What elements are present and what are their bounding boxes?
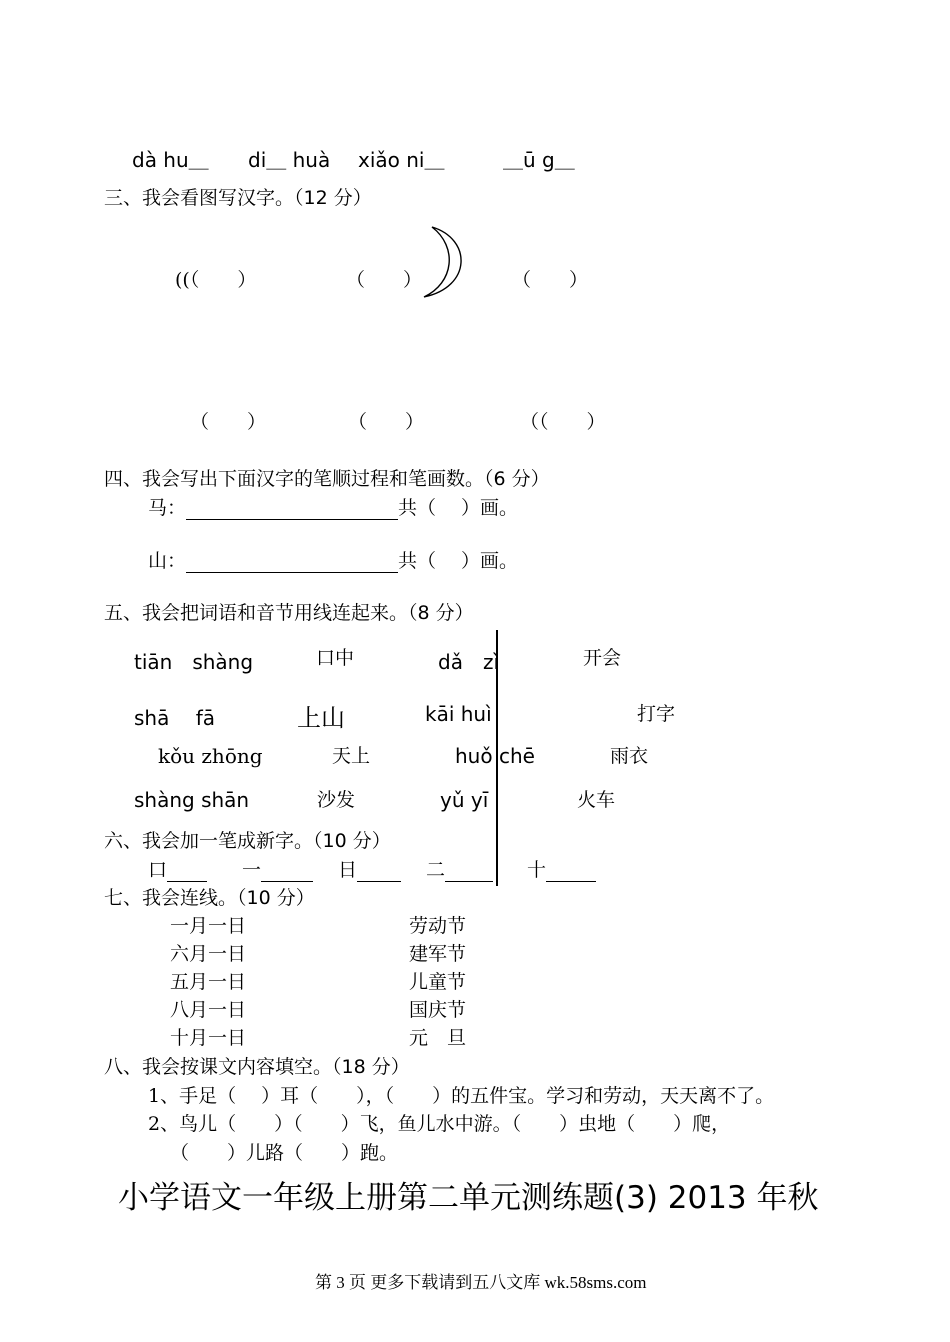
chinese-word: 沙发: [317, 789, 356, 811]
fill-blank-line: 1、手足（ ）耳（ ），（ ）的五件宝。学习和劳动，天天离不了。: [148, 1085, 775, 1107]
picture-answer-blank: ((（ ）: [175, 269, 257, 291]
holiday-item: 国庆节: [409, 999, 467, 1021]
pinyin-word: shā fā: [134, 706, 216, 730]
holiday-item: 儿童节: [409, 971, 467, 993]
add-stroke-item: [242, 858, 313, 882]
answer-line: [261, 861, 313, 882]
picture-answer-blank: （ ）: [348, 411, 425, 433]
chinese-word: 开会: [583, 647, 622, 669]
fill-blank-line: （ ）儿路（ ）跑。: [170, 1142, 399, 1164]
chinese-word: 火车: [577, 789, 616, 811]
chinese-word: 雨衣: [610, 745, 649, 767]
pinyin-word: dǎ zì: [438, 650, 500, 674]
pinyin-word: yǔ yī: [440, 788, 489, 812]
pinyin-word: kǒu zhōng: [158, 744, 263, 768]
section7-title: 七、我会连线。（10 分）: [104, 887, 315, 909]
stroke-count-text: 共（ ）画。: [398, 550, 519, 572]
worksheet-title: 小学语文一年级上册第二单元测练题(3) 2013 年秋: [118, 1180, 819, 1216]
add-stroke-item: [426, 858, 493, 882]
base-char: 一: [242, 859, 262, 881]
section6-title: 六、我会加一笔成新字。（10 分）: [104, 830, 391, 852]
section3-title: 三、我会看图写汉字。（12 分）: [104, 187, 372, 209]
date-item: 十月一日: [170, 1027, 247, 1049]
pinyin-word: tiān shàng: [134, 650, 254, 674]
answer-line: [186, 552, 398, 573]
date-item: 五月一日: [170, 971, 247, 993]
pinyin-word: kāi huì: [425, 702, 492, 726]
holiday-item: 劳动节: [409, 915, 467, 937]
base-char: 日: [338, 859, 358, 881]
pinyin-item: ＿ū g＿: [503, 148, 575, 172]
base-char: 十: [527, 859, 547, 881]
date-item: 六月一日: [170, 943, 247, 965]
stroke-order-label: 马：: [148, 497, 187, 519]
base-char: 口: [148, 859, 168, 881]
add-stroke-item: [148, 858, 207, 882]
section5-title: 五、我会把词语和音节用线连起来。（8 分）: [104, 602, 474, 624]
base-char: 二: [426, 859, 446, 881]
holiday-item: 建军节: [409, 943, 467, 965]
picture-answer-blank: （ ）: [512, 269, 589, 291]
answer-line: [445, 861, 493, 882]
picture-answer-blank: （ ）: [346, 269, 423, 291]
answer-line: [357, 861, 401, 882]
stroke-count-text: 共（ ）画。: [398, 497, 519, 519]
pinyin-item: dà hu＿: [132, 148, 209, 172]
chinese-word: 上山: [297, 704, 345, 732]
stroke-order-line: [148, 496, 518, 520]
date-item: 一月一日: [170, 915, 247, 937]
holiday-item: 元 旦: [409, 1027, 467, 1049]
chinese-word: 天上: [332, 745, 371, 767]
picture-answer-blank: （（ ）: [520, 411, 606, 433]
moon-icon: [420, 225, 470, 300]
picture-answer-blank: （ ）: [190, 411, 267, 433]
stroke-order-line: [148, 549, 518, 573]
stroke-order-label: 山：: [148, 550, 187, 572]
section8-title: 八、我会按课文内容填空。（18 分）: [104, 1056, 410, 1078]
date-item: 八月一日: [170, 999, 247, 1021]
pinyin-word: huǒ chē: [455, 744, 535, 768]
pinyin-word: shàng shān: [134, 788, 250, 812]
chinese-word: 口中: [316, 647, 355, 669]
add-stroke-item: [527, 858, 596, 882]
answer-line: [186, 499, 398, 520]
answer-line: [546, 861, 596, 882]
chinese-word: 打字: [637, 703, 676, 725]
pinyin-item: di＿ huà: [248, 148, 331, 172]
fill-blank-line: 2、鸟儿（ ）（ ）飞，鱼儿水中游。（ ）虫地（ ）爬，: [148, 1113, 731, 1135]
page-footer: 第 3 页 更多下载请到五八文库 wk.58sms.com: [315, 1273, 647, 1292]
answer-line: [167, 861, 207, 882]
section4-title: 四、我会写出下面汉字的笔顺过程和笔画数。（6 分）: [104, 468, 550, 490]
pinyin-item: xiǎo ni＿: [358, 148, 445, 172]
add-stroke-item: [338, 858, 401, 882]
